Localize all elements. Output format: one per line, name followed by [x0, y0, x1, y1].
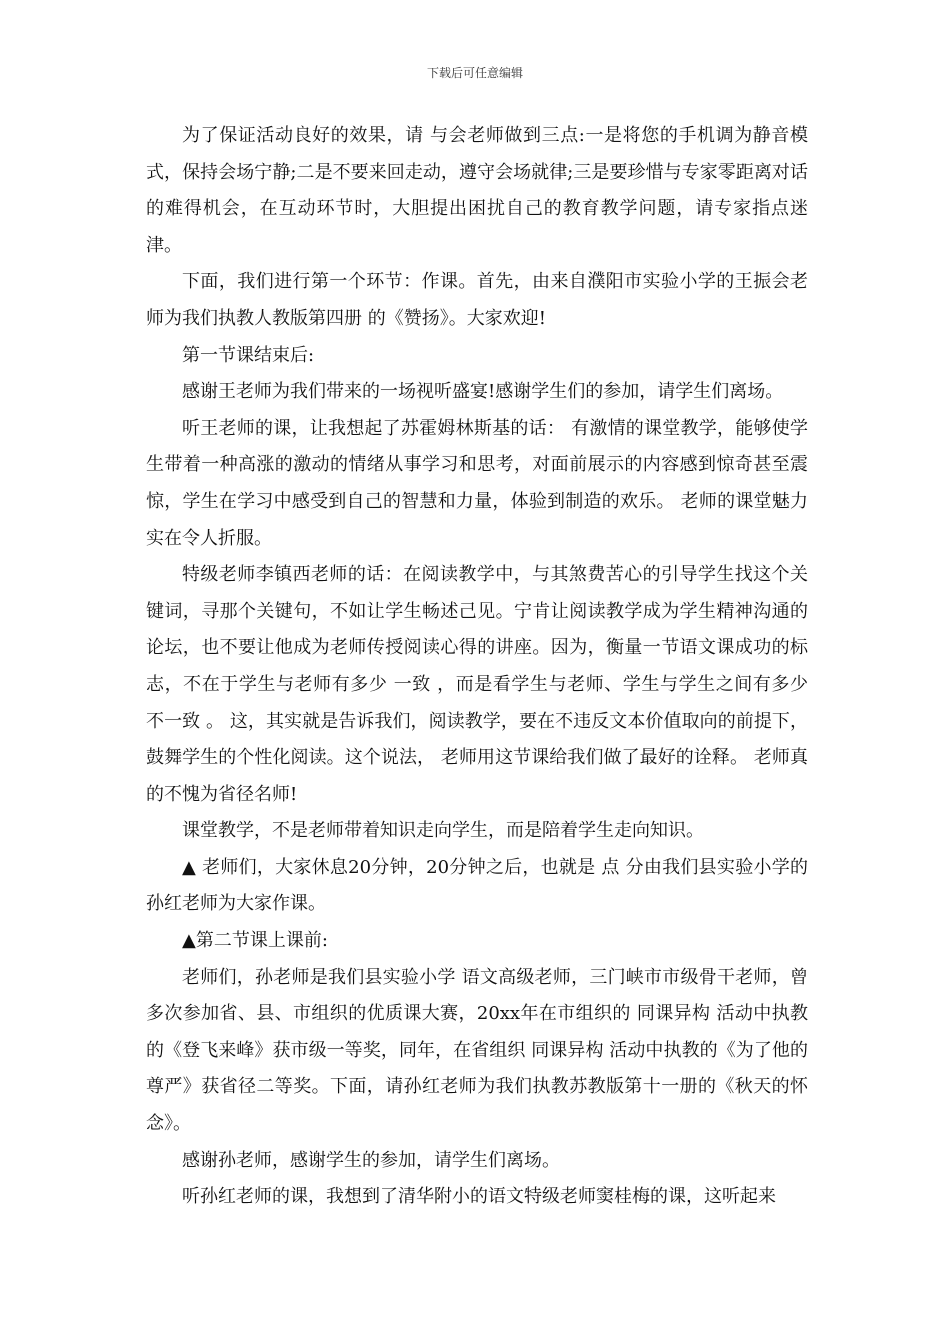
paragraph-10: 老师们，孙老师是我们县实验小学 语文高级老师，三门峡市市级骨干老师，曾多次参加省、县、市组织的优质课大赛，20xx年在市组织的 同课异构 活动中执教的《登飞来峰》获市级一等奖，同年，在省组织 同课异构 活动中执教的《为了他的尊严》获省径二等奖。下面，请孙红老师为我们执教苏教版第十一册的《秋天的怀念》。	[146, 966, 808, 1135]
paragraph-5: 听王老师的课，让我想起了苏霍姆林斯基的话： 有激情的课堂教学，能够使学生带着一种高涨的激动的情绪从事学习和思考，对面前展示的内容感到惊奇甚至震惊，学生在学习中感受到自己的智慧和力量，体验到制造的欢乐。 老师的课堂魅力实在令人折服。	[146, 417, 808, 549]
document-body	[146, 118, 808, 1216]
paragraph-2: 下面，我们进行第一个环节：作课。首先，由来自濮阳市实验小学的王振会老师为我们执教人教版第四册 的《赞扬》。大家欢迎!	[146, 271, 808, 329]
paragraph-8: ▲ 老师们，大家休息20分钟，20分钟之后，也就是 点 分由我们县实验小学的孙红老师为大家作课。	[146, 856, 808, 915]
paragraph-1: 为了保证活动良好的效果，请 与会老师做到三点:一是将您的手机调为静音模式，保持会场宁静;二是不要来回走动，遵守会场就律;三是要珍惜与专家零距离对话的难得机会，在互动环节时，大胆提出困扰自己的教育教学问题，请专家指点迷津。	[146, 125, 808, 256]
paragraph-12: 听孙红老师的课，我想到了清华附小的语文特级老师窦桂梅的课，这听起来	[182, 1186, 776, 1208]
paragraph-9: ▲第二节课上课前:	[182, 930, 328, 952]
page-header: 下载后可任意编辑	[426, 66, 523, 80]
paragraph-6: 特级老师李镇西老师的话：在阅读教学中，与其煞费苦心的引导学生找这个关键词，寻那个关键句，不如让学生畅述己见。宁肯让阅读教学成为学生精神沟通的论坛，也不要让他成为老师传授阅读心得的讲座。因为，衡量一节语文课成功的标志，不在于学生与老师有多少 一致 ，而是看学生与老师、学生与学生之间有多少 不一致 。 这，其实就是告诉我们，阅读教学，要在不违反文本价值取向的前提下，鼓舞学生的个性化阅读。这个说法， 老师用这节课给我们做了最好的诠释。 老师真的不愧为省径名师!	[146, 564, 808, 805]
paragraph-4: 感谢王老师为我们带来的一场视听盛宴!感谢学生们的参加，请学生们离场。	[182, 381, 784, 403]
paragraph-7: 课堂教学，不是老师带着知识走向学生，而是陪着学生走向知识。	[182, 820, 704, 842]
paragraph-11: 感谢孙老师，感谢学生的参加，请学生们离场。	[182, 1149, 560, 1171]
paragraph-3: 第一节课结束后:	[182, 344, 315, 366]
